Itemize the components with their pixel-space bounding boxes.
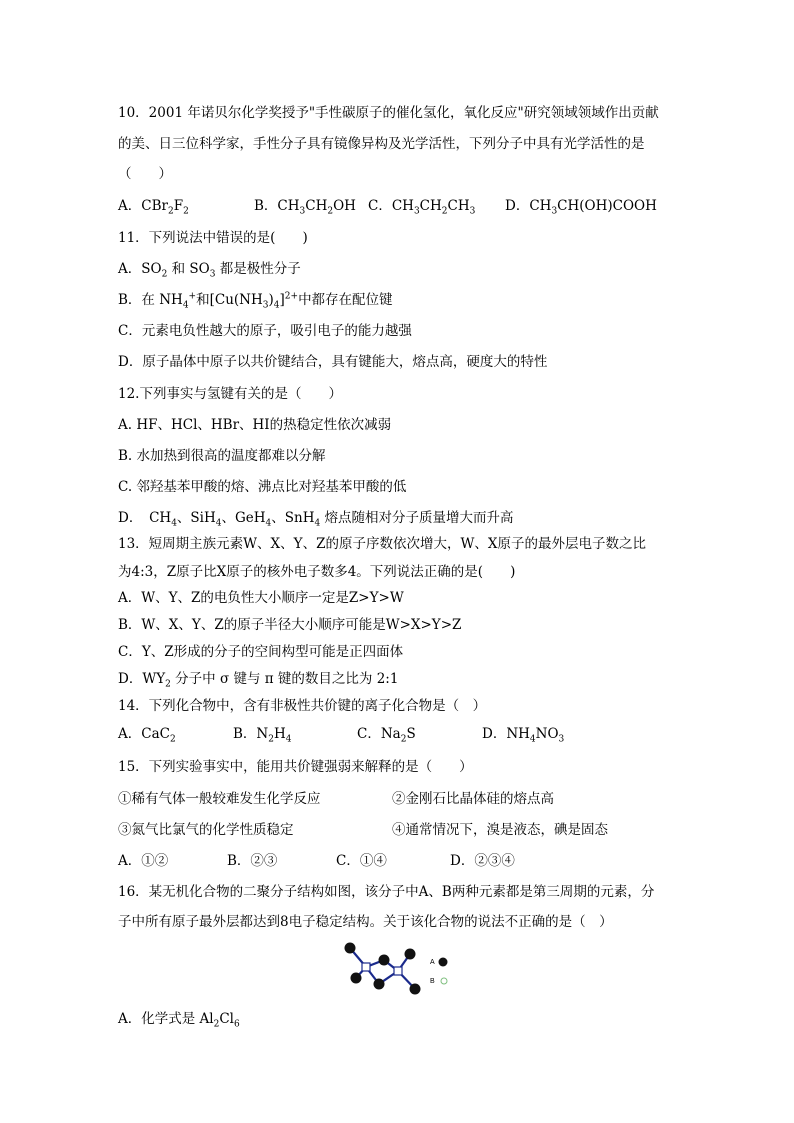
q13-option-c: C．Y、Z形成的分子的空间构型可能是正四面体 [118, 644, 404, 660]
q11-option-b: B．在 $NH_4^+$和$[Cu(NH_3)_4]^{2+}$中都存在配位键 [118, 291, 393, 311]
q15-statement-1: ①稀有气体一般较难发生化学反应 [118, 791, 321, 807]
q15-stem: 15．下列实验事实中，能用共价键强弱来解释的是（ ） [118, 759, 473, 775]
q13-option-a: A．W、Y、Z的电负性大小顺序一定是Z>Y>W [118, 590, 404, 606]
q14-option-d: D．$NH_4NO_3$ [482, 726, 565, 745]
dimer-structure-diagram [338, 940, 458, 1000]
q10-line3: （ ） [118, 166, 172, 182]
q11-option-a: A．$SO_2$ 和 $SO_3$ 都是极性分子 [118, 261, 301, 280]
q16-option-a: A．化学式是 $Al_2Cl_6$ [118, 1011, 240, 1030]
q11-stem: 11．下列说法中错误的是( ) [118, 230, 308, 246]
q10-option-b: B．$CH_3CH_2OH$ [254, 198, 356, 217]
q13-line2: 为4:3，Z原子比X原子的核外电子数多4。下列说法正确的是( ) [118, 564, 516, 580]
legend-b-marker [441, 978, 447, 984]
q15-option-c: C．①④ [336, 853, 387, 869]
q12-stem: 12.下列事实与氢键有关的是（ ） [118, 386, 342, 402]
q15-statement-3: ③氮气比氯气的化学性质稳定 [118, 822, 294, 838]
q13-line1: 13．短周期主族元素W、X、Y、Z的原子序数依次增大，W、X原子的最外层电子数之比 [118, 536, 646, 552]
q15-option-a: A．①② [118, 853, 169, 869]
q10-option-a: A．$CBr_2F_2$ [118, 198, 189, 217]
q12-option-c: C. 邻羟基苯甲酸的熔、沸点比对羟基苯甲酸的低 [118, 479, 407, 495]
q15-option-d: D．②③④ [450, 853, 515, 869]
q14-option-a: A．CaC$_2$ [118, 726, 176, 745]
legend-a-marker [439, 958, 448, 967]
q12-option-b: B. 水加热到很高的温度都难以分解 [118, 448, 326, 464]
q10-line2: 的美、日三位科学家，手性分子具有镜像异构及光学活性，下列分子中具有光学活性的是 [118, 136, 645, 152]
q15-statement-4: ④通常情况下，溴是液态，碘是固态 [392, 822, 608, 838]
q11-option-c: C．元素电负性越大的原子，吸引电子的能力越强 [118, 323, 412, 339]
q10-line1: 10．2001 年诺贝尔化学奖授予"手性碳原子的催化氢化，氧化反应"研究领域领域作出贡献 [118, 105, 659, 121]
q15-statement-2: ②金刚石比晶体硅的熔点高 [392, 791, 554, 807]
legend-a-label: A [430, 959, 435, 966]
q15-option-b: B．②③ [227, 853, 278, 869]
a-atoms [345, 943, 421, 995]
legend-b-label: B [430, 978, 435, 985]
q10-option-d: D．$CH_3CH(OH)COOH$ [505, 198, 657, 217]
q10-option-c: C．$CH_3CH_2CH_3$ [368, 198, 476, 217]
q16-line2: 子中所有原子最外层都达到8电子稳定结构。关于该化合物的说法不正确的是（ ） [118, 914, 613, 930]
q14-stem: 14．下列化合物中，含有非极性共价键的离子化合物是（ ） [118, 698, 487, 714]
q11-option-d: D．原子晶体中原子以共价键结合，具有键能大，熔点高，硬度大的特性 [118, 354, 548, 370]
q14-option-b: B．$N_2H_4$ [233, 726, 292, 745]
q13-option-d: D．$WY_2$ 分子中 σ 键与 π 键的数目之比为 2:1 [118, 671, 399, 690]
q14-option-c: C．$Na_2S$ [357, 726, 416, 745]
q16-line1: 16．某无机化合物的二聚分子结构如图，该分子中A、B两种元素都是第三周期的元素，分 [118, 884, 655, 900]
q13-option-b: B．W、X、Y、Z的原子半径大小顺序可能是W>X>Y>Z [118, 617, 462, 633]
q12-option-a: A. HF、HCl、HBr、HI的热稳定性依次减弱 [118, 417, 392, 433]
q12-option-d: D． $CH_4$、SiH$_4$、GeH$_4$、SnH$_4$ 熔点随相对分子质量增大而升高 [118, 510, 514, 529]
